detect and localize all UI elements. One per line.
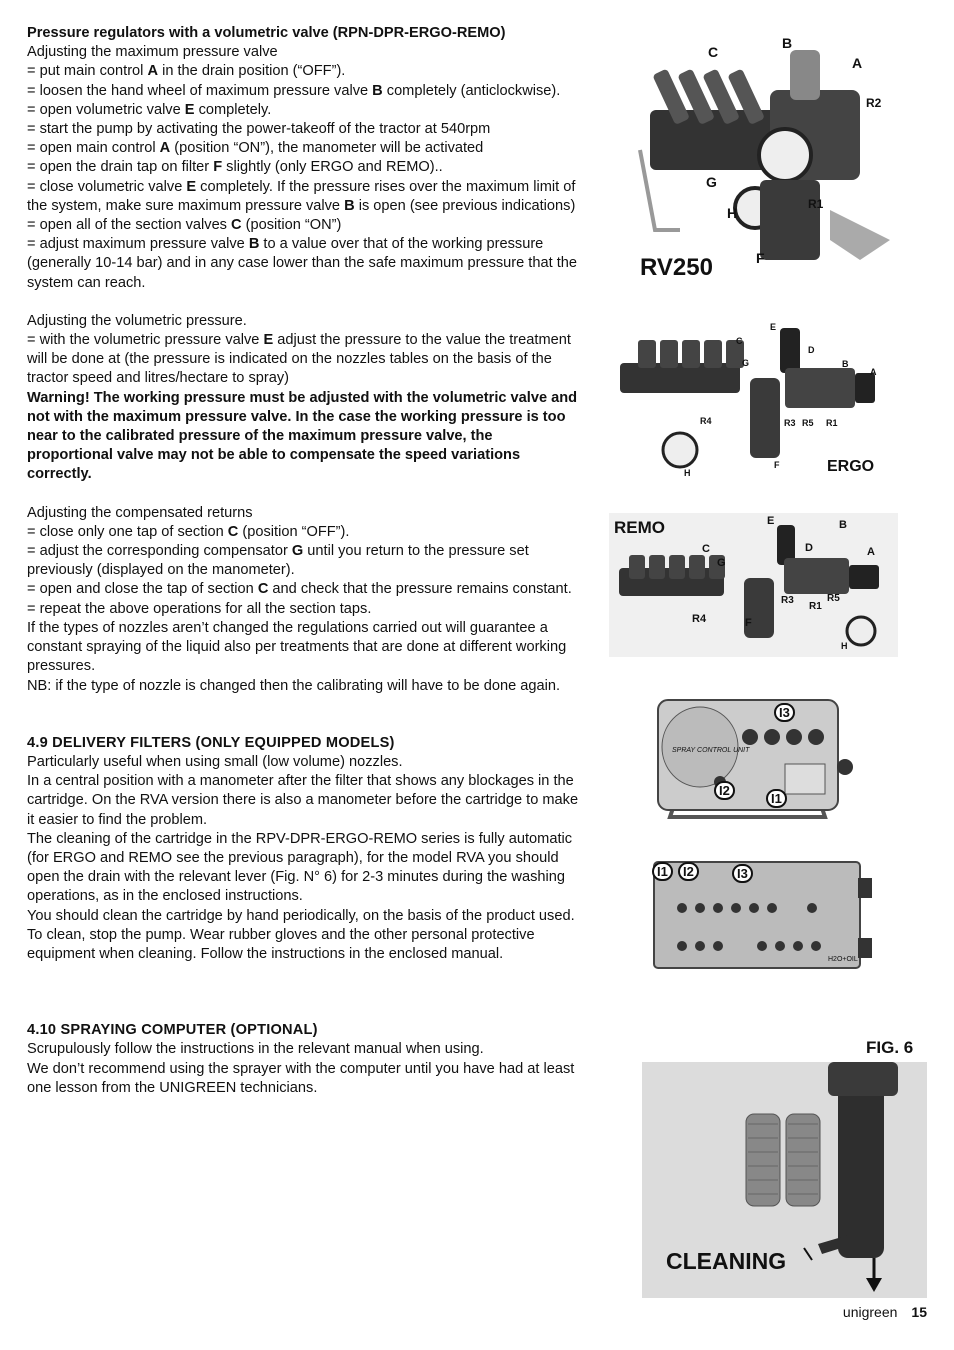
control-box-figure	[650, 692, 855, 827]
step-line: = start the pump by activating the power-takeoff of the tractor at 540rpm	[27, 121, 491, 138]
ergo-title: ERGO	[827, 458, 875, 475]
step-line: = open and close the tap of section C and check that the pressure remains constant.	[27, 581, 572, 598]
label-d: D	[805, 542, 813, 554]
label-r3: R3	[781, 595, 794, 606]
page-footer	[843, 1304, 927, 1320]
label-r5: R5	[827, 593, 840, 604]
electric-panel-figure	[652, 858, 874, 972]
step-line: = open main control A (position “ON”), the manometer will be activated	[27, 140, 484, 157]
panel-text: SPRAY CONTROL UNIT	[672, 747, 750, 754]
label-b: B	[842, 359, 849, 369]
paragraph: We don’t recommend using the sprayer with the computer until you have had at least one lesson from the UNIGREEN technicians.	[27, 1060, 575, 1096]
section-4-9-title: 4.9 DELIVERY FILTERS (ONLY EQUIPPED MODELS)	[27, 734, 395, 751]
label-i2: I2	[714, 781, 735, 800]
page-number: 15	[911, 1304, 927, 1320]
label-r2: R2	[866, 96, 882, 110]
regulators-title: Pressure regulators with a volumetric valve (RPN-DPR-ERGO-REMO)	[27, 25, 506, 41]
fig-6-label: FIG. 6	[866, 1038, 914, 1057]
remo-figure	[609, 513, 898, 657]
label-a: A	[867, 546, 875, 558]
label-d: D	[808, 345, 815, 355]
label-r1: R1	[809, 601, 822, 612]
paragraph: NB: if the type of nozzle is changed then the calibrating will have to be done again.	[27, 677, 561, 694]
label-g: G	[742, 358, 750, 368]
control-box-illustration	[650, 692, 855, 827]
panel-brand: H2O+OIL	[828, 956, 858, 963]
footer-brand: unigreen	[842, 1304, 898, 1320]
label-r5: R5	[802, 418, 814, 428]
label-b: B	[839, 519, 847, 531]
label-f: F	[774, 460, 780, 470]
volumetric-subtitle: Adjusting the volumetric pressure.	[27, 312, 247, 329]
label-c: C	[702, 543, 710, 555]
step-line: = open the drain tap on filter F slightly (only ERGO and REMO)..	[27, 159, 443, 176]
step-line: = open volumetric valve E completely.	[27, 101, 272, 118]
returns-subtitle: Adjusting the compensated returns	[27, 504, 253, 521]
step-line: = close only one tap of section C (position “OFF”).	[27, 523, 350, 540]
warning-paragraph: Warning! The working pressure must be adjusted with the volumetric valve and not with the maximum pressure valve. In the case the working pressure is too near to the calibrated pressure of the maximum pressure valve, the proportional valve may not be able to compensate the speed variations correctly.	[27, 389, 578, 483]
step-line: = adjust maximum pressure valve B to a value over that of the working pressure (generally 10-14 bar) and in any case lower than the safe maximum pressure that the system can reach.	[27, 236, 577, 291]
label-b: B	[782, 35, 793, 51]
label-r4: R4	[700, 416, 712, 426]
step-line: = adjust the corresponding compensator G until you return to the pressure set previously (displayed on the manometer).	[27, 543, 529, 579]
label-i3: I3	[732, 864, 753, 883]
label-f: F	[745, 617, 752, 629]
paragraph: In a central position with a manometer after the filter that shows any blockages in the cartridge. On the RVA version there is also a manometer before the cartridge to make it easier to find the problem.	[27, 773, 579, 828]
max-pressure-subtitle: Adjusting the maximum pressure valve	[27, 44, 278, 61]
label-g: G	[706, 174, 717, 190]
step-line: = loosen the hand wheel of maximum pressure valve B completely (anticlockwise).	[27, 82, 561, 99]
step-line: = repeat the above operations for all the section taps.	[27, 600, 372, 617]
paragraph: Scrupulously follow the instructions in the relevant manual when using.	[27, 1041, 484, 1058]
label-r1: R1	[808, 197, 824, 211]
rv250-title: RV250	[640, 254, 713, 281]
paragraph: Particularly useful when using small (low volume) nozzles.	[27, 753, 403, 770]
label-g: G	[717, 557, 726, 569]
label-e: E	[767, 515, 775, 527]
step-line: = close volumetric valve E completely. If the pressure rises over the maximum limit of the system, make sure maximum pressure valve B is open (see previous indications)	[27, 178, 576, 214]
label-i3: I3	[774, 703, 795, 722]
main-text-column	[27, 24, 579, 1098]
label-f: F	[756, 250, 765, 266]
paragraph: You should clean the cartridge by hand periodically, on the basis of the product used. To clean, stop the pump. Wear rubber gloves and the other personal protective equipment when cleaning. Follow the instructions in the enclosed manual.	[27, 907, 575, 962]
label-a: A	[870, 367, 877, 377]
rv250-figure	[630, 30, 900, 290]
ergo-figure	[610, 318, 890, 493]
section-4-10-title: 4.10 SPRAYING COMPUTER (OPTIONAL)	[27, 1022, 318, 1039]
label-h: H	[727, 205, 738, 221]
paragraph: The cleaning of the cartridge in the RPV-DPR-ERGO-REMO series is fully automatic (for ERGO and REMO see the previous paragraph), for the model RVA you should open the drain with the relevant lever (Fig. N° 6) for 2-3 minutes during the washing operations, as in the enclosed instructions.	[27, 830, 573, 905]
label-c: C	[736, 336, 743, 346]
label-c: C	[708, 44, 719, 60]
label-a: A	[852, 55, 863, 71]
label-h: H	[841, 641, 848, 651]
label-r3: R3	[784, 418, 796, 428]
step-line: = put main control A in the drain position (“OFF”).	[27, 63, 346, 80]
label-i1: I1	[652, 862, 673, 881]
cleaning-figure	[642, 1062, 927, 1298]
label-i1: I1	[766, 789, 787, 808]
label-h: H	[684, 468, 691, 478]
step-line: = with the volumetric pressure valve E adjust the pressure to the value the treatment will be done at (the pressure is indicated on the nozzles tables on the basis of the tractor speed and litres/hectare to spray)	[27, 332, 571, 387]
remo-title: REMO	[614, 518, 665, 537]
label-r4: R4	[692, 613, 707, 625]
paragraph: If the types of nozzles aren’t changed the regulations carried out will guarantee a constant spraying of the liquid also per treatments that are done at different working pressures.	[27, 619, 567, 675]
label-r1: R1	[826, 418, 838, 428]
label-i2: I2	[678, 862, 699, 881]
cleaning-title: CLEANING	[666, 1248, 787, 1274]
label-e: E	[770, 322, 777, 332]
step-line: = open all of the section valves C (position “ON”)	[27, 217, 342, 234]
